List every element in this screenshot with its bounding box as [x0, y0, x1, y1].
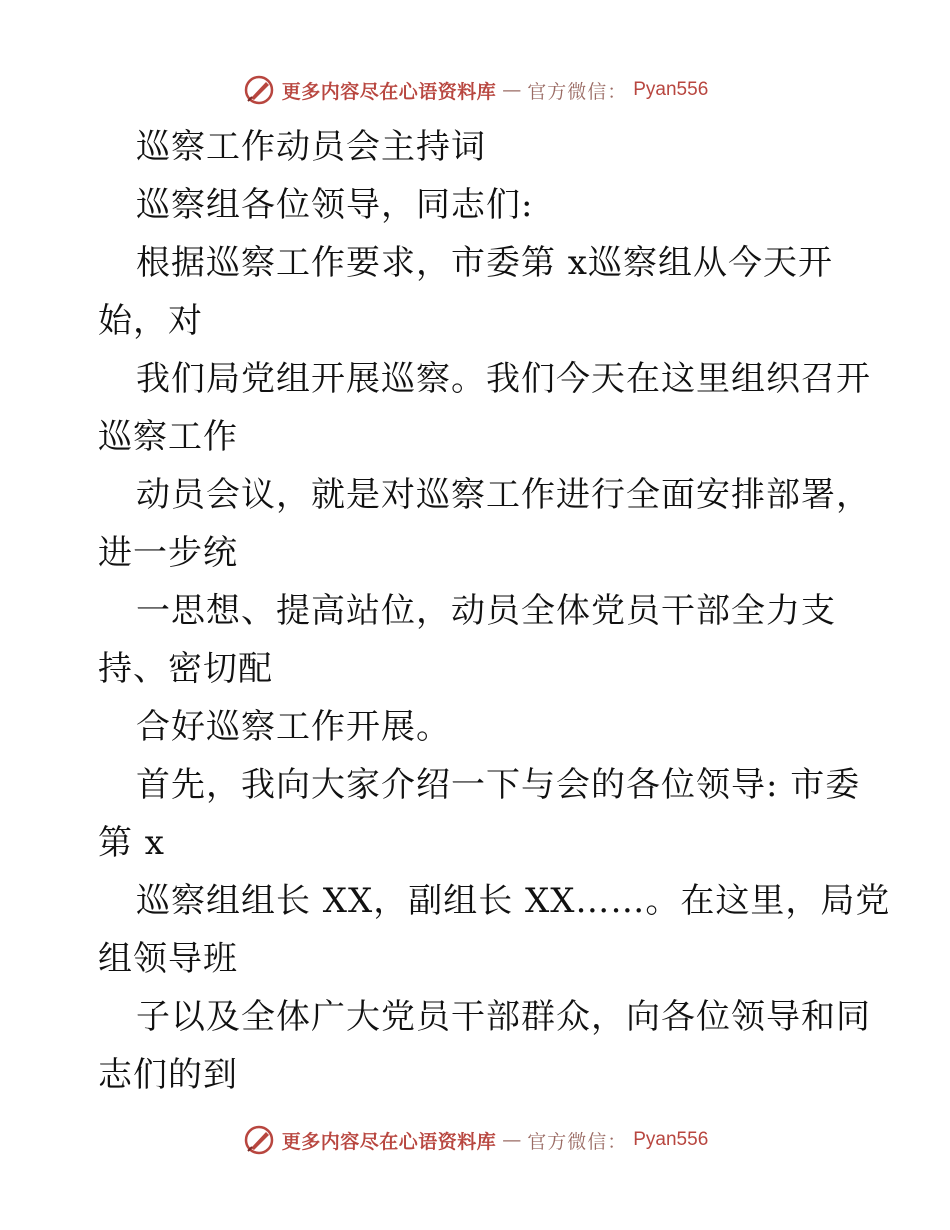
footer-banner [0, 1120, 950, 1160]
document-line: 第 x [98, 823, 165, 863]
banner-title: 更多内容尽在心语资料库 [281, 80, 497, 103]
quill-pen-circle-icon [242, 1123, 276, 1157]
document-line: 巡察工作动员会主持词 [136, 127, 486, 167]
banner-title: 更多内容尽在心语资料库 [281, 1130, 497, 1153]
document-line: 一思想、提高站位，动员全体党员干部全力支 [136, 591, 836, 631]
banner-wechat-id: Pyan556 [633, 79, 709, 100]
document-body [98, 118, 891, 1104]
document-line: 巡察组各位领导，同志们: [136, 185, 534, 225]
banner-wechat-id: Pyan556 [633, 1129, 709, 1150]
document-line: 巡察组组长 XX，副组长 XX……。在这里，局党 [136, 881, 891, 921]
document-line: 我们局党组开展巡察。我们今天在这里组织召开 [136, 359, 871, 399]
banner-wechat-label: 官方微信： [527, 1130, 628, 1153]
document-line: 持、密切配 [98, 649, 273, 689]
document-line: 进一步统 [98, 533, 238, 573]
header-banner [0, 70, 950, 110]
document-line: 子以及全体广大党员干部群众，向各位领导和同 [136, 997, 871, 1037]
quill-pen-circle-icon [242, 73, 276, 107]
banner-dash: — [502, 1129, 522, 1151]
banner-wechat-label: 官方微信： [527, 80, 628, 103]
document-line: 根据巡察工作要求，市委第 x巡察组从今天开 [136, 243, 833, 283]
banner-dash: — [502, 79, 522, 101]
document-line: 合好巡察工作开展。 [136, 707, 451, 747]
document-line: 组领导班 [98, 939, 238, 979]
document-line: 始，对 [98, 301, 203, 341]
document-line: 巡察工作 [98, 417, 238, 457]
document-line: 志们的到 [98, 1055, 238, 1095]
document-line: 动员会议，就是对巡察工作进行全面安排部署， [136, 475, 871, 515]
document-line: 首先，我向大家介绍一下与会的各位领导: 市委 [136, 765, 861, 805]
